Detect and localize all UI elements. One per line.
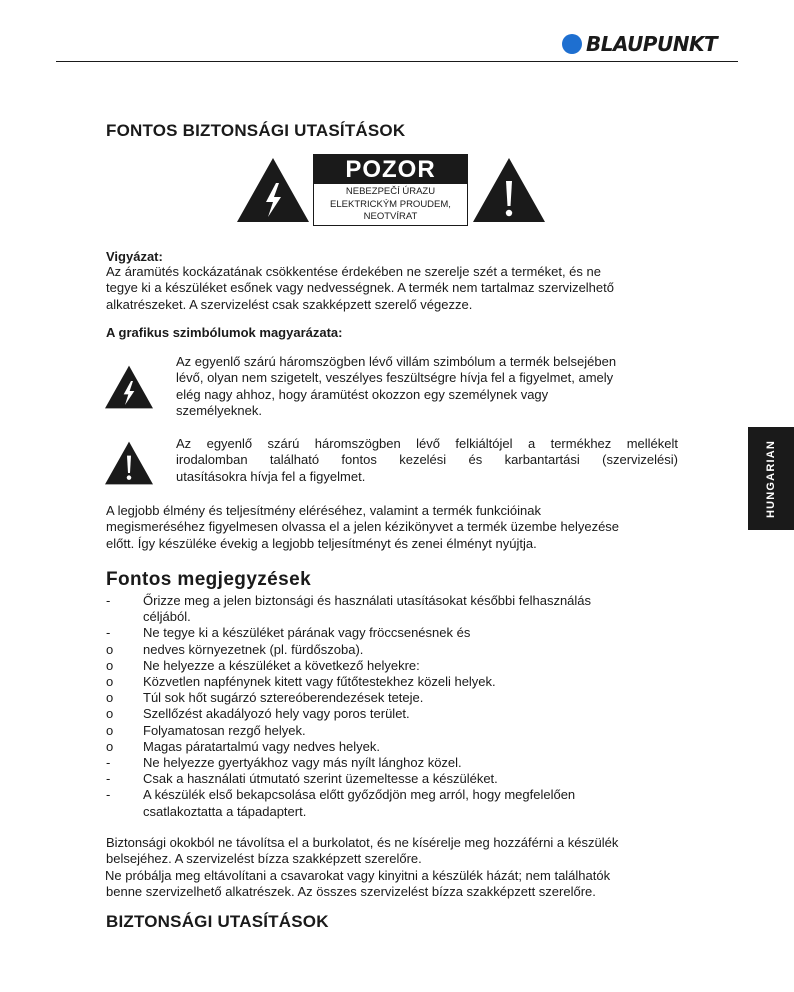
note-marker: - xyxy=(106,755,111,770)
lightning-line: Az egyenlő szárú háromszögben lévő villám szimbólum a termék belsejében xyxy=(176,354,617,369)
page-title: FONTOS BIZTONSÁGI UTASÍTÁSOK xyxy=(106,121,406,140)
notes-heading: Fontos megjegyzések xyxy=(106,569,312,590)
note-text: céljából. xyxy=(143,609,191,625)
warning-label-line: NEBEZPEČÍ ÚRAZU xyxy=(345,186,436,197)
note-text: Ne helyezze gyertyákhoz vagy más nyílt lánghoz közel. xyxy=(143,755,462,770)
note-text: Szellőzést akadályozó hely vagy poros terület. xyxy=(143,706,410,722)
note-text: nedves környezetnek (pl. fürdőszoba). xyxy=(143,641,364,657)
note-text: Őrizze meg a jelen biztonsági és használati utasításokat későbbi felhasználás xyxy=(143,593,592,608)
safety-line: Biztonsági okokból ne távolítsa el a burkolatot, és ne kísérelje meg hozzáférni a készülék xyxy=(106,835,619,850)
warning-label xyxy=(313,154,468,226)
exclamation-line: Az egyenlő szárú háromszögben lévő felkiáltójel a termékhez mellékelt xyxy=(176,436,678,451)
note-text: Csak a használati útmutató szerint üzemeltesse a készüléket. xyxy=(143,771,498,787)
note-marker: o xyxy=(106,641,114,657)
symbols-heading: A grafikus szimbólumok magyarázata: xyxy=(106,325,343,340)
caution-heading: Vigyázat: xyxy=(106,249,163,264)
lightning-line: lévő, olyan nem szigetelt, veszélyes feszültségre hívja fel a figyelmet, amely xyxy=(176,370,614,386)
lightning-line: személyeknek. xyxy=(176,403,262,419)
lightning-warning-icon xyxy=(236,157,310,223)
lightning-symbol-icon xyxy=(104,365,154,409)
note-text: Ne tegye ki a készüléket párának vagy fröccsenésnek és xyxy=(143,625,471,641)
note-marker: - xyxy=(106,593,111,608)
safety-line: benne szervizelhető alkatrészek. Az összes szervizelést bízza szakképzett szerelőre. xyxy=(106,884,596,900)
logo-dot-icon xyxy=(562,34,582,54)
intro-line: előtt. Így készüléke évekig a legjobb teljesítményt és zenei élményt nyújtja. xyxy=(106,535,537,551)
note-text: Ne helyezze a készüléket a következő helyekre: xyxy=(143,657,420,673)
safety-line: Ne próbálja meg eltávolítani a csavarokat vagy kinyitni a készülék házát; nem találhatók xyxy=(105,867,611,883)
caution-line: alkatrészeket. A szervizelést csak szakképzett szerelő végezze. xyxy=(106,296,473,312)
note-marker: - xyxy=(106,771,111,787)
warning-label-line: NEOTVÍRAT xyxy=(363,211,418,222)
exclamation-symbol-icon xyxy=(104,441,154,485)
header-divider xyxy=(56,61,738,62)
note-text: csatlakoztatta a tápadaptert. xyxy=(143,803,307,819)
caution-text xyxy=(106,264,706,313)
note-text: Magas páratartalmú vagy nedves helyek. xyxy=(143,738,381,754)
note-text: A készülék első bekapcsolása előtt győződjön meg arról, hogy megfelelően xyxy=(143,787,576,803)
intro-paragraph xyxy=(106,503,706,552)
safety-paragraph xyxy=(106,835,716,901)
lightning-explanation xyxy=(176,354,676,420)
exclamation-line: utasításokra hívja fel a figyelmet. xyxy=(176,468,366,484)
exclamation-line: irodalomban található fontos kezelési és karbantartási (szervizelési) xyxy=(176,452,678,468)
note-marker: o xyxy=(106,674,114,689)
note-marker: o xyxy=(106,722,114,738)
note-marker: o xyxy=(106,657,114,673)
warning-label-line: ELEKTRICKÝM PROUDEM, xyxy=(330,198,451,210)
language-tab xyxy=(748,427,794,530)
brand-name: BLAUPUNKT xyxy=(586,32,718,56)
note-marker: o xyxy=(106,690,114,706)
warning-label-title: POZOR xyxy=(314,155,467,184)
lightning-line: elég nagy ahhoz, hogy áramütést okozzon egy személynek vagy xyxy=(176,386,549,402)
section-title: BIZTONSÁGI UTASÍTÁSOK xyxy=(106,912,329,931)
note-text: Folyamatosan rezgő helyek. xyxy=(143,722,306,738)
note-marker: - xyxy=(106,625,111,641)
intro-line: A legjobb élmény és teljesítmény eléréséhez, valamint a termék funkcióinak xyxy=(106,503,541,518)
brand-logo xyxy=(562,32,717,56)
note-text: Közvetlen napfénynek kitett vagy fűtőtestekhez közeli helyek. xyxy=(143,674,496,689)
safety-line: belsejéhez. A szervizelést bízza szakképzett szerelőre. xyxy=(106,851,422,867)
exclamation-explanation xyxy=(176,436,678,485)
language-tab-label: HUNGARIAN xyxy=(765,439,777,518)
note-marker: o xyxy=(106,738,114,754)
exclamation-warning-icon xyxy=(472,157,546,223)
intro-line: megismeréséhez figyelmesen olvassa el a jelen kézikönyvet a termék üzembe helyezése xyxy=(106,519,620,535)
caution-line: tegye ki a készüléket esőnek vagy nedvességnek. A termék nem tartalmaz szervizelhető xyxy=(106,280,614,296)
caution-line: Az áramütés kockázatának csökkentése érdekében ne szerelje szét a terméket, és ne xyxy=(106,264,601,279)
note-text: Túl sok hőt sugárzó sztereóberendezések teteje. xyxy=(143,690,424,706)
note-marker: o xyxy=(106,706,114,722)
note-marker: - xyxy=(106,787,111,803)
